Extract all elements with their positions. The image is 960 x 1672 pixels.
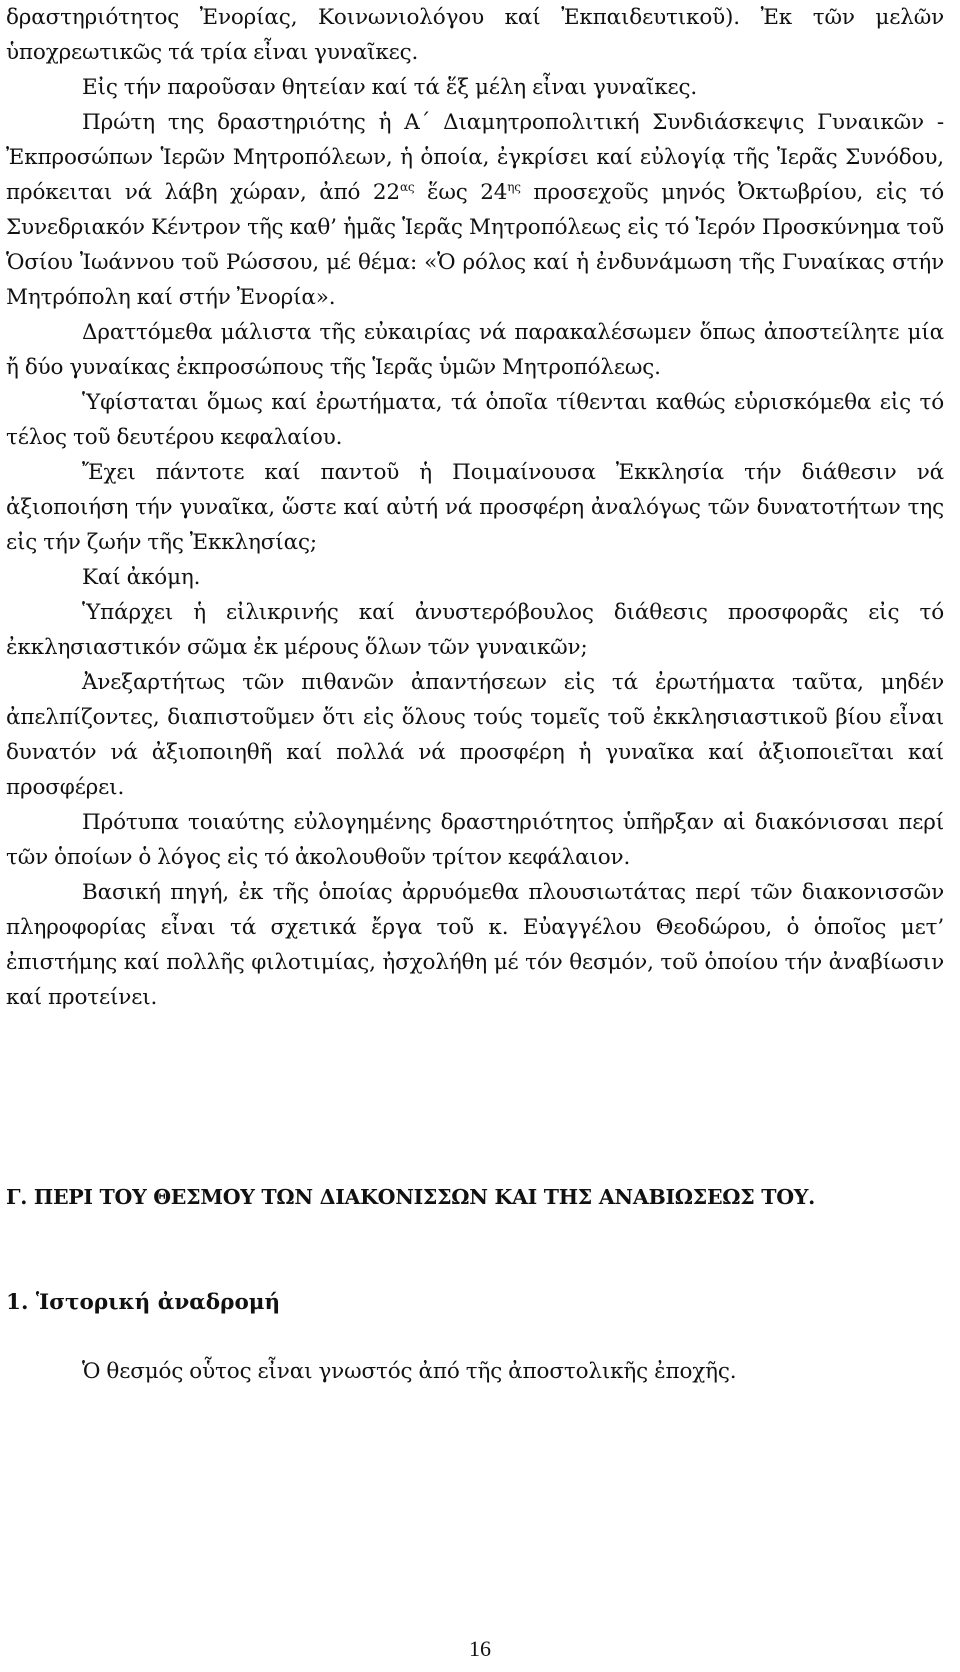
paragraph-request: Δραττόμεθα μάλιστα τῆς εὐκαιρίας νά παρακαλέσωμεν ὅπως ἀποστείλητε μία ἤ δύο γυναίκας ἐκπροσώπους τῆς Ἱερᾶς ὑμῶν Μητροπόλεως. — [6, 320, 944, 380]
paragraph-term-members: Εἰς τήν παροῦσαν θητείαν καί τά ἕξ μέλη εἶναι γυναῖκες. — [82, 75, 698, 100]
paragraph-first-activity — [6, 105, 944, 315]
page-number: 16 — [469, 1636, 491, 1661]
paragraph-question-church: Ἔχει πάντοτε καί παντοῦ ἡ Ποιμαίνουσα Ἐκκλησία τήν διάθεσιν νά ἀξιοποιήση τήν γυναῖκα, ὥστε καί αὐτή νά προσφέρη ἀναλόγως τῶν δυνατοτήτων της εἰς τήν ζωήν τῆς Ἐκκλησίας; — [6, 460, 944, 555]
paragraph-main-source: Βασική πηγή, ἐκ τῆς ὁποίας ἀρρυόμεθα πλουσιωτάτας περί τῶν διακονισσῶν πληροφορίας εἶναι τά σχετικά ἔργα τοῦ κ. Εὐαγγέλου Θεοδώρου, ὁ ὁποῖος μετ’ ἐπιστήμης καί πολλῆς φιλοτιμίας, ἠσχολήθη μέ τόν θεσμόν, τοῦ ὁποίου τήν ἀναβίωσιν καί προτείνει. — [6, 880, 944, 1010]
paragraph-text-part: Πρώτη της δραστηριότης ἡ Α΄ Διαμητροπολιτική Συνδιάσκεψις Γυναικῶν - Ἐκπροσώπων Ἱερῶν Μητροπόλεων, ἡ ὁποία, ἐγκρίσει καί εὐλογίᾳ τῆς Ἱερᾶς Συνόδου, πρόκειται νά λάβη χώραν, ἀπό 22 — [6, 110, 944, 205]
paragraph-continuation: δραστηριότητος Ἐνορίας, Κοινωνιολόγου καί Ἐκπαιδευτικοῦ). Ἐκ τῶν μελῶν ὑποχρεωτικῶς τά τρία εἶναι γυναῖκες. — [6, 5, 944, 65]
paragraph-text-part: ἕως 24 — [414, 180, 508, 205]
paragraph-question-offering: Ὑπάρχει ἡ εἰλικρινής καί ἀνυστερόβουλος διάθεσις προσφορᾶς εἰς τό ἐκκλησιαστικόν σῶμα ἐκ μέρους ὅλων τῶν γυναικῶν; — [6, 600, 944, 660]
document-page — [6, 0, 944, 1015]
paragraph-institution-known: Ὁ θεσμός οὗτος εἶναι γνωστός ἀπό τῆς ἀποστολικῆς ἐποχῆς. — [82, 1359, 737, 1384]
paragraph-regardless: Ἀνεξαρτήτως τῶν πιθανῶν ἀπαντήσεων εἰς τά ἐρωτήματα ταῦτα, μηδέν ἀπελπίζοντες, διαπιστοῦμεν ὅτι εἰς ὅλους τούς τομεῖς τοῦ ἐκκλησιαστικοῦ βίου εἶναι δυνατόν νά ἀξιοποιηθῆ καί πολλά νά προσφέρη ἡ γυναῖκα καί ἀξιοποιεῖται καί προσφέρει. — [6, 670, 944, 800]
paragraph-text-part: προσεχοῦς μηνός Ὀκτωβρίου, εἰς τό Συνεδριακόν Κέντρον τῆς καθ’ ἡμᾶς Ἱερᾶς Μητροπόλεως εἰς τό Ἱερόν Προσκύνημα τοῦ Ὁσίου Ἰωάννου τοῦ Ρώσσου, μέ θέμα: «Ὁ ρόλος καί ἡ ἐνδυνάμωση τῆς Γυναίκας στήν Μητρόπολη καί στήν Ἐνορία». — [6, 180, 944, 310]
paragraph-questions: Ὑφίσταται ὅμως καί ἐρωτήματα, τά ὁποῖα τίθενται καθώς εὑρισκόμεθα εἰς τό τέλος τοῦ δευτέρου κεφαλαίου. — [6, 390, 944, 450]
section-heading: Γ. ΠΕΡΙ ΤΟΥ ΘΕΣΜΟΥ ΤΩΝ ΔΙΑΚΟΝΙΣΣΩΝ ΚΑΙ ΤΗΣ ΑΝΑΒΙΩΣΕΩΣ ΤΟΥ. — [6, 1185, 815, 1209]
subsection-heading: 1. Ἱστορική ἀναδρομή — [6, 1290, 281, 1315]
paragraph-and-more: Καί ἀκόμη. — [82, 565, 201, 590]
superscript-ordinal: ης — [507, 180, 521, 194]
paragraph-deaconesses-models: Πρότυπα τοιαύτης εὐλογημένης δραστηριότητος ὑπῆρξαν αἱ διακόνισσαι περί τῶν ὁποίων ὁ λόγος εἰς τό ἀκολουθοῦν τρίτον κεφάλαιον. — [6, 810, 944, 870]
superscript-ordinal: ας — [399, 180, 415, 194]
